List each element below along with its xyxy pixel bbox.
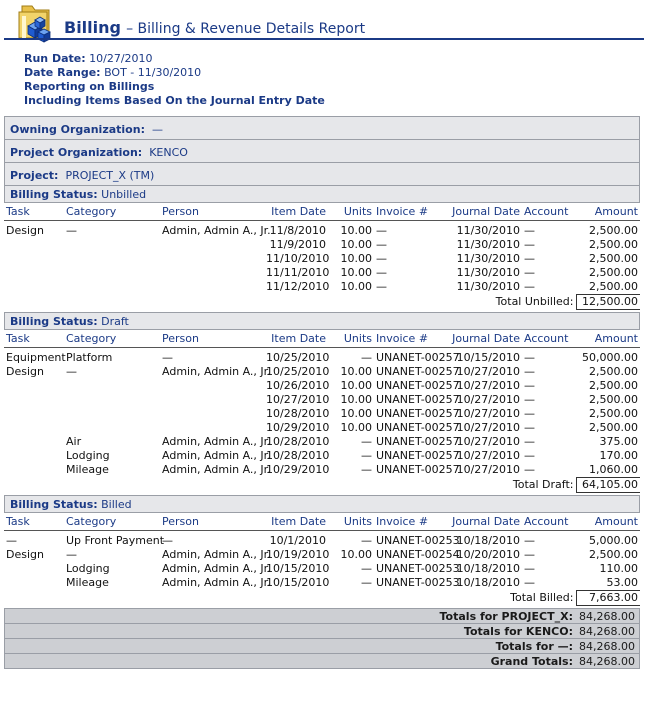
cell-item-date: 11/12/2010 (266, 280, 330, 294)
cell-invoice: UNANET-00257 (376, 351, 460, 364)
report-header (0, 0, 646, 40)
column-header-amount: Amount (576, 513, 640, 531)
billing-status-label: Billing Status: (10, 498, 98, 511)
cell-invoice: — (376, 252, 387, 265)
cell-journal-date: 11/30/2010 (456, 252, 520, 265)
project-org-bar (4, 139, 640, 163)
column-header-journal-date: Journal Date (448, 203, 522, 221)
cell-units: — (361, 351, 372, 364)
table-row (4, 224, 640, 238)
run-date-label: Run Date: (24, 52, 86, 65)
cell-category (64, 252, 160, 266)
cell-journal-date: 10/18/2010 (456, 576, 520, 590)
billing-status-bar (4, 185, 640, 203)
cell-units: — (361, 449, 372, 462)
grand-total-value: 84,268.00 (579, 640, 635, 653)
grand-total-value: 84,268.00 (579, 655, 635, 668)
cell-invoice: UNANET-00257 (376, 393, 460, 406)
column-header-item-date: Item Date (264, 203, 328, 221)
cell-journal-date: 11/30/2010 (456, 280, 520, 294)
cell-item-date: 10/25/2010 (266, 351, 330, 364)
cell-amount: 53.00 (576, 576, 640, 591)
title-divider (4, 38, 644, 40)
cell-journal-date: 10/27/2010 (456, 379, 520, 392)
table-row (4, 562, 640, 576)
cell-category (64, 393, 160, 407)
cell-item-date: 10/27/2010 (266, 393, 330, 406)
table-row (4, 351, 640, 365)
cell-account: — (524, 266, 535, 279)
table-header-row (4, 513, 640, 531)
run-date-row (24, 52, 325, 66)
cell-invoice: UNANET-00257 (376, 365, 460, 378)
owning-org-bar (4, 116, 640, 140)
table-row (4, 407, 640, 421)
grand-total-row (4, 623, 640, 639)
section-total-label: Total Unbilled: (495, 295, 574, 308)
cell-amount: 170.00 (599, 449, 638, 462)
cell-task: Equipment (6, 351, 66, 364)
column-header-invoice: Invoice # (374, 513, 448, 531)
cell-item-date: 10/1/2010 (269, 534, 326, 547)
cell-category: Mileage (66, 463, 109, 477)
cell-invoice: — (376, 266, 387, 279)
cell-person (160, 421, 264, 435)
cell-task: Design (6, 548, 44, 561)
cell-category: Up Front Payment (66, 534, 165, 547)
cell-account: — (524, 379, 535, 392)
cell-category (64, 407, 160, 421)
cell-task (4, 280, 64, 295)
cell-amount: 2,500.00 (576, 280, 640, 295)
cell-item-date: 10/15/2010 (266, 576, 330, 590)
cell-units: — (361, 562, 372, 575)
cell-item-date: 10/28/2010 (266, 407, 330, 420)
table-row (4, 449, 640, 463)
cell-task (4, 266, 64, 280)
cell-invoice: UNANET-00257 (376, 435, 460, 448)
table-row (4, 421, 640, 435)
column-header-units: Units (328, 513, 374, 531)
column-header-amount: Amount (576, 203, 640, 221)
cell-units: 10.00 (340, 393, 372, 406)
cell-account: — (524, 365, 535, 378)
section-total-row (4, 295, 640, 310)
report-body (4, 117, 640, 669)
cell-invoice: UNANET-00254 (376, 548, 460, 561)
cell-task: Design (6, 365, 44, 378)
date-range-row (24, 66, 325, 80)
cell-item-date: 11/9/2010 (269, 238, 326, 251)
cell-account: — (524, 407, 535, 420)
cell-category (64, 379, 160, 393)
cell-item-date: 11/8/2010 (269, 224, 326, 237)
cell-account: — (524, 252, 535, 265)
project-org-value: KENCO (149, 146, 188, 159)
section-total-row (4, 478, 640, 493)
section-total-value: 7,663.00 (576, 591, 640, 606)
cell-invoice: — (376, 238, 387, 251)
cell-invoice: UNANET-00257 (376, 463, 460, 477)
cell-task (4, 421, 64, 435)
cell-units: 10.00 (340, 407, 372, 420)
cell-person: Admin, Admin A., Jr. (162, 548, 271, 561)
column-header-task: Task (4, 203, 64, 221)
cell-journal-date: 11/30/2010 (456, 238, 520, 251)
cell-journal-date: 10/20/2010 (456, 548, 520, 561)
grand-total-value: 84,268.00 (579, 610, 635, 623)
grand-total-row (4, 638, 640, 654)
cell-invoice: UNANET-00257 (376, 421, 460, 434)
column-header-person: Person (160, 203, 264, 221)
table-row (4, 534, 640, 548)
cell-category (64, 238, 160, 252)
grand-total-label: Totals for —: (495, 640, 573, 653)
date-range-label: Date Range: (24, 66, 101, 79)
cell-person: Admin, Admin A., Jr. (162, 365, 271, 378)
cell-invoice: UNANET-00253 (376, 534, 460, 547)
column-header-category: Category (64, 513, 160, 531)
cell-journal-date: 10/18/2010 (456, 562, 520, 575)
cell-amount: 2,500.00 (589, 379, 638, 392)
cell-units: 10.00 (340, 252, 372, 265)
column-header-task: Task (4, 513, 64, 531)
table-row (4, 238, 640, 252)
cell-account: — (524, 224, 535, 237)
column-header-category: Category (64, 330, 160, 348)
cell-person: Admin, Admin A., Jr. (162, 435, 271, 448)
cell-amount: 2,500.00 (589, 238, 638, 251)
date-range-value: BOT - 11/30/2010 (104, 66, 202, 79)
cell-units: 10.00 (340, 224, 372, 237)
cell-task (4, 576, 64, 591)
column-header-units: Units (328, 330, 374, 348)
table-row (4, 365, 640, 379)
cell-account: — (524, 280, 535, 294)
cell-task (4, 449, 64, 463)
cell-units: 10.00 (340, 421, 372, 434)
cell-task (4, 435, 64, 449)
cell-units: — (361, 435, 372, 448)
cell-account: — (524, 435, 535, 448)
column-header-person: Person (160, 330, 264, 348)
cell-person (160, 280, 264, 295)
report-title: Billing (64, 18, 121, 37)
cell-item-date: 10/28/2010 (266, 435, 330, 448)
cell-task: Design (6, 224, 44, 237)
cell-task (4, 393, 64, 407)
cell-units: 10.00 (340, 266, 372, 279)
cell-invoice: UNANET-00253 (376, 562, 460, 575)
cell-category (64, 280, 160, 295)
cell-category: Air (66, 435, 82, 448)
cell-amount: 50,000.00 (582, 351, 638, 364)
cell-invoice: UNANET-00253 (376, 576, 460, 590)
cell-item-date: 10/28/2010 (266, 449, 330, 462)
column-header-journal-date: Journal Date (448, 513, 522, 531)
section-total-value: 12,500.00 (576, 295, 640, 310)
owning-org-value: — (151, 123, 163, 136)
cell-item-date: 10/19/2010 (266, 548, 330, 561)
table-row (4, 266, 640, 280)
reporting-basis: Reporting on Billings (24, 80, 155, 93)
cell-amount: 1,060.00 (576, 463, 640, 478)
project-label: Project: (10, 169, 59, 182)
billing-status-label: Billing Status: (10, 188, 98, 201)
cell-account: — (524, 449, 535, 462)
cell-person (160, 266, 264, 280)
cell-units: — (361, 534, 372, 547)
cell-account: — (524, 562, 535, 575)
column-header-journal-date: Journal Date (448, 330, 522, 348)
cell-category: Platform (66, 351, 113, 364)
cell-amount: 375.00 (599, 435, 638, 448)
cell-task (4, 562, 64, 576)
table-row (4, 463, 640, 478)
cell-person: Admin, Admin A., Jr. (162, 224, 271, 237)
cell-person: — (162, 351, 173, 364)
column-header-account: Account (522, 513, 576, 531)
cell-account: — (524, 548, 535, 561)
cell-category: — (66, 548, 77, 561)
cell-amount: 2,500.00 (589, 365, 638, 378)
cell-category (64, 421, 160, 435)
table-row (4, 379, 640, 393)
cell-category: Lodging (66, 449, 110, 462)
table-header-row (4, 203, 640, 221)
cell-item-date: 11/10/2010 (266, 252, 330, 265)
cell-task: — (6, 534, 17, 547)
grand-total-label: Totals for PROJECT_X: (439, 610, 573, 623)
grand-total-label: Grand Totals: (490, 655, 573, 668)
cell-units: 10.00 (340, 238, 372, 251)
cell-journal-date: 10/27/2010 (456, 421, 520, 434)
grand-total-row (4, 653, 640, 669)
cell-person: Admin, Admin A., Jr. (162, 463, 271, 477)
cell-category: Lodging (66, 562, 110, 575)
cell-account: — (524, 534, 535, 547)
cell-person (160, 407, 264, 421)
table-row (4, 435, 640, 449)
cell-amount: 2,500.00 (589, 407, 638, 420)
grand-totals (4, 608, 640, 669)
cell-task (4, 463, 64, 478)
cell-journal-date: 10/27/2010 (456, 449, 520, 462)
grand-total-value: 84,268.00 (579, 625, 635, 638)
cell-units: 10.00 (340, 379, 372, 392)
cell-account: — (524, 393, 535, 406)
cell-task (4, 252, 64, 266)
column-header-invoice: Invoice # (374, 203, 448, 221)
cell-invoice: UNANET-00257 (376, 449, 460, 462)
billing-table (4, 203, 640, 313)
column-header-category: Category (64, 203, 160, 221)
cell-journal-date: 10/27/2010 (456, 393, 520, 406)
billing-status-value: Draft (101, 315, 129, 328)
cell-person (160, 238, 264, 252)
cell-units: — (361, 576, 372, 590)
cell-journal-date: 10/27/2010 (456, 435, 520, 448)
grand-total-label: Totals for KENCO: (463, 625, 573, 638)
cell-invoice: UNANET-00257 (376, 407, 460, 420)
cell-units: 10.00 (340, 280, 372, 294)
cell-amount: 2,500.00 (589, 252, 638, 265)
cell-item-date: 10/29/2010 (266, 463, 330, 477)
project-bar (4, 162, 640, 186)
billing-sections (4, 185, 640, 609)
cell-category: — (66, 365, 77, 378)
project-value: PROJECT_X (TM) (65, 169, 155, 182)
cell-account: — (524, 576, 535, 590)
run-date-value: 10/27/2010 (89, 52, 153, 65)
cell-person (160, 393, 264, 407)
cell-journal-date: 10/27/2010 (456, 365, 520, 378)
cell-person: — (162, 534, 173, 547)
cell-category: Mileage (66, 576, 109, 590)
cell-amount: 2,500.00 (589, 266, 638, 279)
journal-basis: Including Items Based On the Journal Entry Date (24, 94, 325, 107)
column-header-units: Units (328, 203, 374, 221)
cell-person (160, 379, 264, 393)
cell-amount: 2,500.00 (589, 548, 638, 561)
cell-category: — (66, 224, 77, 237)
cell-account: — (524, 463, 535, 477)
cell-task (4, 238, 64, 252)
cell-item-date: 10/26/2010 (266, 379, 330, 392)
table-header-row (4, 330, 640, 348)
billing-table (4, 513, 640, 609)
billing-status-value: Unbilled (101, 188, 147, 201)
project-org-label: Project Organization: (10, 146, 143, 159)
table-row (4, 576, 640, 591)
cell-amount: 110.00 (599, 562, 638, 575)
cell-amount: 2,500.00 (589, 421, 638, 434)
cell-item-date: 10/15/2010 (266, 562, 330, 575)
report-meta (24, 52, 325, 108)
column-header-person: Person (160, 513, 264, 531)
billing-table (4, 330, 640, 496)
cell-journal-date: 10/27/2010 (456, 407, 520, 420)
column-header-task: Task (4, 330, 64, 348)
cell-units: — (361, 463, 372, 477)
cell-amount: 2,500.00 (589, 393, 638, 406)
cell-item-date: 10/29/2010 (266, 421, 330, 434)
cell-person: Admin, Admin A., Jr. (162, 576, 271, 590)
section-total-value: 64,105.00 (576, 478, 640, 493)
column-header-amount: Amount (576, 330, 640, 348)
owning-org-label: Owning Organization: (10, 123, 145, 136)
cell-item-date: 10/25/2010 (266, 365, 330, 378)
section-total-label: Total Draft: (512, 478, 574, 491)
cell-units: 10.00 (340, 548, 372, 561)
cell-journal-date: 10/27/2010 (456, 463, 520, 477)
cell-journal-date: 10/15/2010 (456, 351, 520, 364)
cell-invoice: — (376, 280, 387, 294)
billing-status-label: Billing Status: (10, 315, 98, 328)
grand-total-row (4, 608, 640, 624)
column-header-invoice: Invoice # (374, 330, 448, 348)
table-row (4, 252, 640, 266)
billing-status-bar (4, 495, 640, 513)
cell-amount: 5,000.00 (589, 534, 638, 547)
table-row (4, 393, 640, 407)
report-subtitle: – Billing & Revenue Details Report (126, 21, 366, 37)
cell-journal-date: 10/18/2010 (456, 534, 520, 547)
cell-invoice: — (376, 224, 387, 237)
section-total-label: Total Billed: (510, 591, 574, 604)
table-row (4, 548, 640, 562)
column-header-item-date: Item Date (264, 330, 328, 348)
cell-amount: 2,500.00 (589, 224, 638, 237)
cell-person: Admin, Admin A., Jr. (162, 562, 271, 575)
cell-task (4, 379, 64, 393)
cell-account: — (524, 351, 535, 364)
column-header-item-date: Item Date (264, 513, 328, 531)
cell-task (4, 407, 64, 421)
page-title (64, 18, 365, 37)
column-header-account: Account (522, 330, 576, 348)
cell-item-date: 11/11/2010 (266, 266, 330, 279)
cell-category (64, 266, 160, 280)
cell-person: Admin, Admin A., Jr. (162, 449, 271, 462)
billing-status-value: Billed (101, 498, 132, 511)
cell-invoice: UNANET-00257 (376, 379, 460, 392)
cell-journal-date: 11/30/2010 (456, 224, 520, 237)
table-row (4, 280, 640, 295)
cell-units: 10.00 (340, 365, 372, 378)
cell-account: — (524, 238, 535, 251)
cell-person (160, 252, 264, 266)
billing-status-bar (4, 312, 640, 330)
cell-account: — (524, 421, 535, 434)
column-header-account: Account (522, 203, 576, 221)
cell-journal-date: 11/30/2010 (456, 266, 520, 279)
section-total-row (4, 591, 640, 606)
